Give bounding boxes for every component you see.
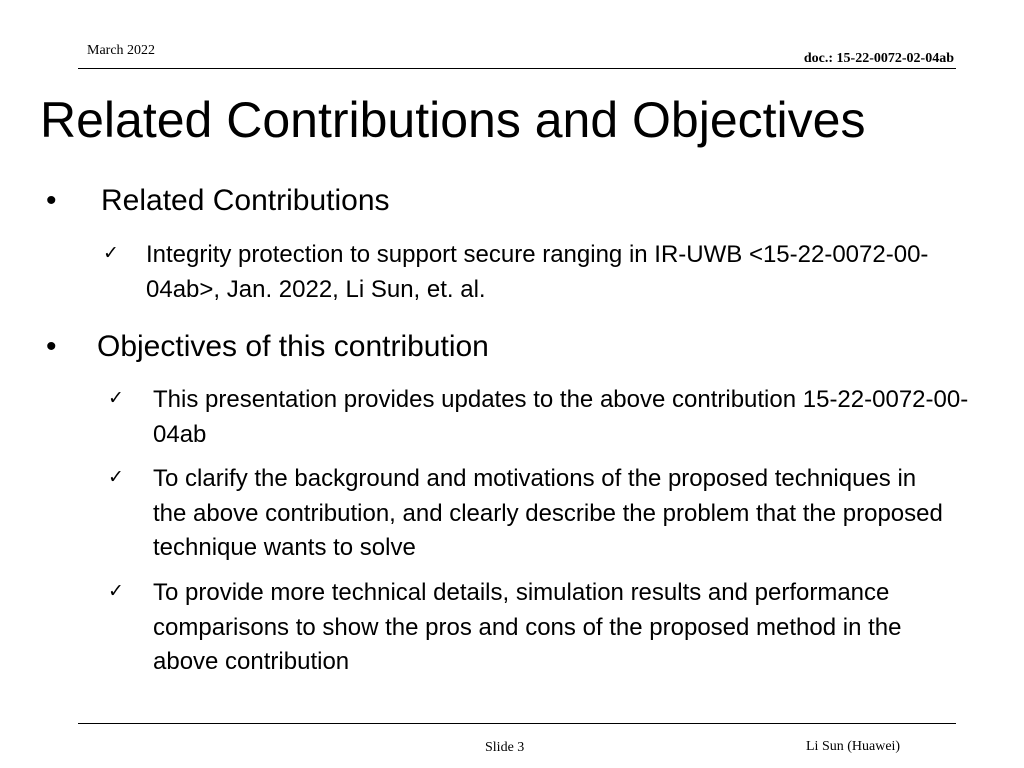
checkmark-icon: ✓: [103, 242, 119, 264]
header-doc-id: doc.: 15-22-0072-02-04ab: [803, 51, 954, 66]
slide-title: Related Contributions and Objectives: [40, 92, 866, 148]
footer-divider: [78, 723, 956, 724]
list-item-text: To provide more technical details, simulation results and performance comparisons to show the pros and cons of the proposed method in the above contribution: [153, 579, 902, 675]
footer-slide-number: Slide 3: [485, 740, 525, 755]
header-divider: [78, 68, 956, 69]
footer-author: Li Sun (Huawei): [806, 739, 901, 754]
list-item-text: This presentation provides updates to the above contribution 15-22-0072-00-04ab: [153, 386, 969, 448]
header-date: March 2022: [87, 43, 156, 58]
checkmark-icon: ✓: [108, 466, 124, 488]
bullet-dot: •: [46, 184, 57, 217]
bullet-heading: Related Contributions: [101, 184, 390, 217]
checkmark-icon: ✓: [108, 387, 124, 409]
bullet-heading: Objectives of this contribution: [97, 330, 489, 363]
checkmark-icon: ✓: [108, 580, 124, 602]
bullet-dot: •: [46, 330, 57, 363]
list-item-text: To clarify the background and motivations of the proposed techniques in the above contribution, and clearly describe the problem that the proposed technique wants to solve: [153, 465, 943, 561]
list-item-text: Integrity protection to support secure ranging in IR-UWB <15-22-0072-00-04ab>, Jan. 2022, Li Sun, et. al.: [146, 241, 929, 303]
